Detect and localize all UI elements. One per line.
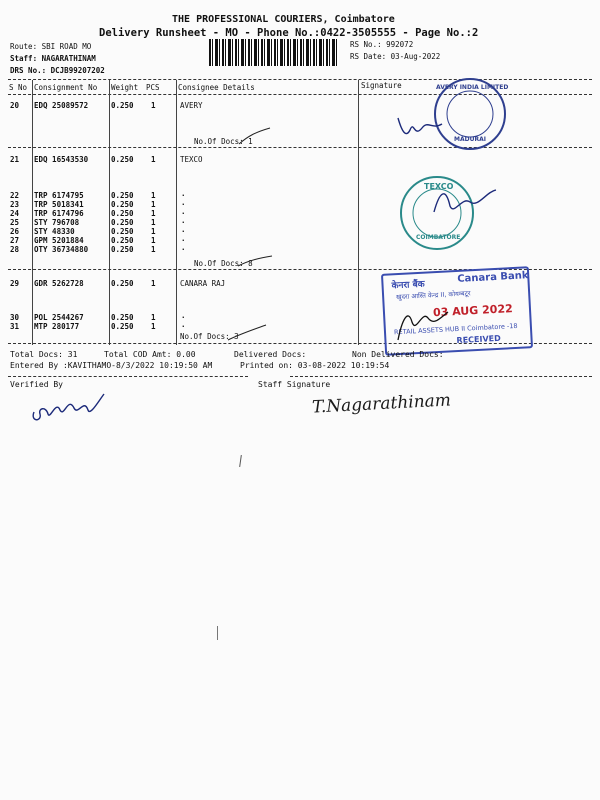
avery-stamp-city: MADURAI [454, 136, 486, 143]
staff-label: Staff: NAGARATHINAM [10, 54, 96, 63]
row-consignment: MTP 280177 [34, 322, 80, 331]
doc-count: No.Of Docs: 3 [180, 332, 239, 341]
row-pcs: 1 [151, 200, 156, 209]
footer-divider [290, 376, 592, 377]
canara-bank-name-hindi: केनरा बैंक [391, 279, 425, 292]
row-weight: 0.250 [111, 313, 134, 322]
row-weight: 0.250 [111, 200, 134, 209]
signature-scribble [236, 126, 276, 148]
row-weight: 0.250 [111, 101, 134, 110]
row-consignment: TRP 6174795 [34, 191, 84, 200]
row-sno: 25 [10, 218, 20, 227]
row-weight: 0.250 [111, 227, 134, 236]
column-header-consignee: Consignee Details [178, 83, 255, 92]
column-divider [32, 80, 33, 345]
row-consignment: TRP 5018341 [34, 200, 84, 209]
row-sno: 31 [10, 322, 20, 331]
row-consignment: GDR 5262728 [34, 279, 84, 288]
avery-stamp-text: AVERY INDIA LIMITED [436, 84, 509, 91]
company-title: THE PROFESSIONAL COURIERS, Coimbatore [172, 14, 395, 25]
row-weight: 0.250 [111, 279, 134, 288]
row-pcs: 1 [151, 101, 156, 110]
total-cod-amount: Total COD Amt: 0.00 [104, 350, 196, 359]
row-pcs: 1 [151, 209, 156, 218]
signature-scribble [226, 322, 270, 344]
row-consignment: STY 796708 [34, 218, 80, 227]
column-header-sno: S No [9, 83, 28, 92]
texco-stamp-city: COIMBATORE [416, 234, 461, 241]
row-consignee: . [181, 216, 186, 225]
runsheet-subtitle: Delivery Runsheet - MO - Phone No.:0422-3505555 - Page No.:2 [99, 27, 479, 39]
canara-stamp-received: RECEIVED [456, 333, 501, 346]
row-consignee: . [181, 311, 186, 320]
row-sno: 26 [10, 227, 20, 236]
staff-signature-label: Staff Signature [258, 380, 331, 389]
stray-mark [217, 626, 218, 640]
rs-number: RS No.: 992072 [350, 40, 414, 49]
row-sno: 29 [10, 279, 20, 288]
row-sno: 27 [10, 236, 20, 245]
verified-by-label: Verified By [10, 380, 63, 389]
rs-date: RS Date: 03-Aug-2022 [350, 52, 441, 61]
row-weight: 0.250 [111, 209, 134, 218]
row-pcs: 1 [151, 155, 156, 164]
column-header-pcs: PCS [146, 83, 160, 92]
row-consignment: EDQ 25089572 [34, 101, 89, 110]
row-consignment: EDQ 16543530 [34, 155, 89, 164]
row-consignment: POL 2544267 [34, 313, 84, 322]
row-sno: 21 [10, 155, 20, 164]
canara-bank-hindi-line: खुदरा आस्ति केन्द्र II, कोयम्बटूर [395, 289, 471, 302]
row-pcs: 1 [151, 279, 156, 288]
row-consignee: . [181, 207, 186, 216]
row-consignee: . [181, 225, 186, 234]
row-weight: 0.250 [111, 191, 134, 200]
row-weight: 0.250 [111, 322, 134, 331]
row-consignee: . [181, 243, 186, 252]
route-label: Route: SBI ROAD MO [10, 42, 92, 51]
drs-label: DRS No.: DCJB99207202 [10, 66, 105, 75]
texco-signature [430, 182, 500, 222]
row-pcs: 1 [151, 313, 156, 322]
column-divider [358, 80, 359, 345]
verifier-signature [28, 388, 110, 428]
row-consignment: GPM 5201884 [34, 236, 84, 245]
row-consignment: TRP 6174796 [34, 209, 84, 218]
canara-signature [392, 300, 452, 346]
row-sno: 20 [10, 101, 20, 110]
row-pcs: 1 [151, 245, 156, 254]
column-divider [176, 80, 177, 345]
footer-divider [8, 376, 248, 377]
total-docs: Total Docs: 31 [10, 350, 78, 359]
texco-stamp-text: TEXCO [424, 182, 454, 191]
row-sno: 22 [10, 191, 20, 200]
doc-count: No.Of Docs: 1 [194, 137, 253, 146]
row-pcs: 1 [151, 236, 156, 245]
row-pcs: 1 [151, 191, 156, 200]
row-pcs: 1 [151, 227, 156, 236]
row-weight: 0.250 [111, 236, 134, 245]
row-consignment: STY 48330 [34, 227, 75, 236]
row-weight: 0.250 [111, 245, 134, 254]
stray-mark [239, 455, 242, 467]
column-divider [109, 80, 110, 345]
row-consignee: . [181, 198, 186, 207]
printed-on: Printed on: 03-08-2022 10:19:54 [240, 361, 390, 370]
row-consignee: CANARA RAJ [180, 279, 226, 288]
avery-signature [392, 108, 452, 144]
entered-by: Entered By :KAVITHAMO-8/3/2022 10:19:50 AM [10, 361, 213, 370]
row-sno: 28 [10, 245, 20, 254]
row-consignee: TEXCO [180, 155, 203, 164]
barcode [209, 39, 339, 66]
canara-stamp-hub: RETAIL ASSETS HUB II Coimbatore -18 [393, 321, 518, 337]
column-header-weight: Weight [111, 83, 139, 92]
row-consignment: OTY 36734880 [34, 245, 89, 254]
canara-bank-name: Canara Bank [457, 270, 529, 285]
column-header-consignment: Consignment No [34, 83, 98, 92]
signature-scribble [236, 250, 276, 270]
row-pcs: 1 [151, 322, 156, 331]
column-header-signature: Signature [361, 81, 402, 90]
row-sno: 24 [10, 209, 20, 218]
row-consignee: . [181, 234, 186, 243]
row-consignee: . [181, 320, 186, 329]
row-consignee: AVERY [180, 101, 203, 110]
row-sno: 23 [10, 200, 20, 209]
non-delivered-docs: Non Delivered Docs: [352, 350, 444, 359]
staff-handwritten-signature: T.Nagarathinam [311, 390, 452, 418]
delivered-docs: Delivered Docs: [234, 350, 307, 359]
row-sno: 30 [10, 313, 20, 322]
row-pcs: 1 [151, 218, 156, 227]
doc-count: No.Of Docs: 8 [194, 259, 253, 268]
row-weight: 0.250 [111, 155, 134, 164]
row-consignee: . [181, 189, 186, 198]
canara-stamp-date: 03 AUG 2022 [432, 302, 514, 320]
row-weight: 0.250 [111, 218, 134, 227]
